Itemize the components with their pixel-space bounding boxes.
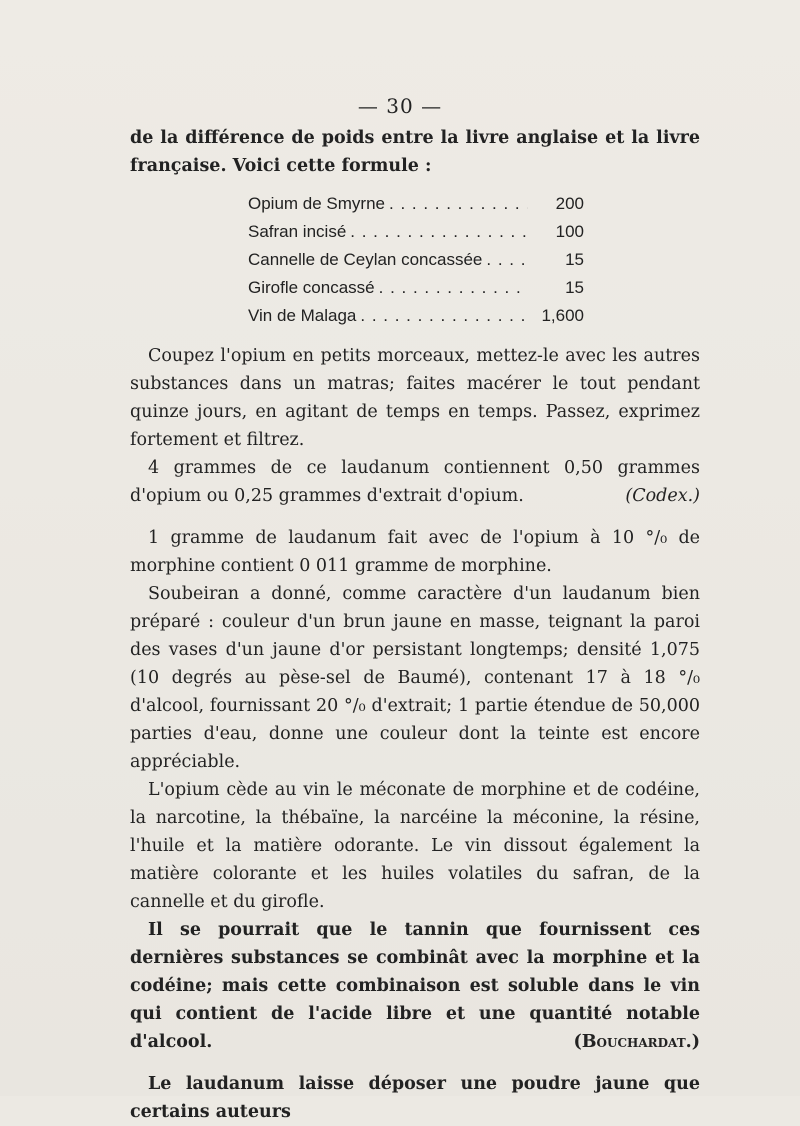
closing-paragraph: Le laudanum laisse déposer une poudre jaune que certains auteurs bbox=[130, 1074, 700, 1122]
tannin-text: Il se pourrait que le tannin que fournissent ces dernières substances se combinât avec la morphine et la codéine; mais cette combinaison est soluble dans le vin qui contient de l'acide libre et une quantité notable d'alcool. bbox=[130, 920, 700, 1052]
ingredient-qty: 200 bbox=[555, 194, 584, 213]
spacer bbox=[130, 510, 700, 524]
codex-citation: (Codex.) bbox=[625, 486, 700, 506]
leader-dots bbox=[350, 218, 528, 246]
recipe-item bbox=[248, 274, 584, 302]
page-body bbox=[130, 124, 700, 1126]
ingredient-name: Opium de Smyrne bbox=[248, 194, 385, 213]
ingredient-name: Girofle concassé bbox=[248, 278, 375, 297]
dosage-text: 4 grammes de ce laudanum contiennent 0,50 grammes d'opium ou 0,25 grammes d'extrait d'opium. bbox=[130, 458, 700, 506]
ingredient-name: Safran incisé bbox=[248, 222, 347, 241]
tannin-paragraph bbox=[130, 916, 700, 1056]
recipe-item bbox=[248, 246, 584, 274]
ingredient-qty: 15 bbox=[565, 250, 584, 269]
leader-dots bbox=[389, 190, 528, 218]
spacer bbox=[130, 1056, 700, 1070]
leader-dots bbox=[486, 246, 528, 274]
ingredient-qty: 1,600 bbox=[541, 306, 584, 325]
bouchardat-citation: (Bouchardat.) bbox=[573, 1032, 700, 1052]
dosage-paragraph bbox=[130, 454, 700, 510]
ingredient-qty: 15 bbox=[565, 278, 584, 297]
recipe-item bbox=[248, 218, 584, 246]
ingredient-name: Cannelle de Ceylan concassée bbox=[248, 250, 483, 269]
ingredient-qty: 100 bbox=[555, 222, 584, 241]
recipe-list bbox=[248, 190, 584, 330]
page-number: — 30 — bbox=[357, 94, 443, 118]
intro-paragraph: de la différence de poids entre la livre anglaise et la livre française. Voici cette formule : bbox=[130, 128, 700, 176]
leader-dots bbox=[360, 302, 528, 330]
morphine-paragraph: 1 gramme de laudanum fait avec de l'opium à 10 °/₀ de morphine contient 0 011 gramme de morphine. bbox=[130, 528, 700, 576]
recipe-item bbox=[248, 302, 584, 330]
method-paragraph: Coupez l'opium en petits morceaux, mettez-le avec les autres substances dans un matras; faites macérer le tout pendant quinze jours, en agitant de temps en temps. Passez, exprimez fortement et filtrez. bbox=[130, 346, 700, 450]
soubeiran-paragraph: Soubeiran a donné, comme caractère d'un laudanum bien préparé : couleur d'un brun jaune en masse, teignant la paroi des vases d'un jaune d'or persistant longtemps; densité 1,075 (10 degrés au pèse-sel de Baumé), contenant 17 à 18 °/₀ d'alcool, fournissant 20 °/₀ d'extrait; 1 partie étendue de 50,000 parties d'eau, donne une couleur dont la teinte est encore appréciable. bbox=[130, 584, 700, 772]
leader-dots bbox=[379, 274, 528, 302]
opium-paragraph: L'opium cède au vin le méconate de morphine et de codéine, la narcotine, la thébaïne, la narcéine la méconine, la résine, l'huile et la matière odorante. Le vin dissout également la matière colorante et les huiles volatiles du safran, de la cannelle et du girofle. bbox=[130, 780, 700, 912]
ingredient-name: Vin de Malaga bbox=[248, 306, 357, 325]
recipe-item bbox=[248, 190, 584, 218]
